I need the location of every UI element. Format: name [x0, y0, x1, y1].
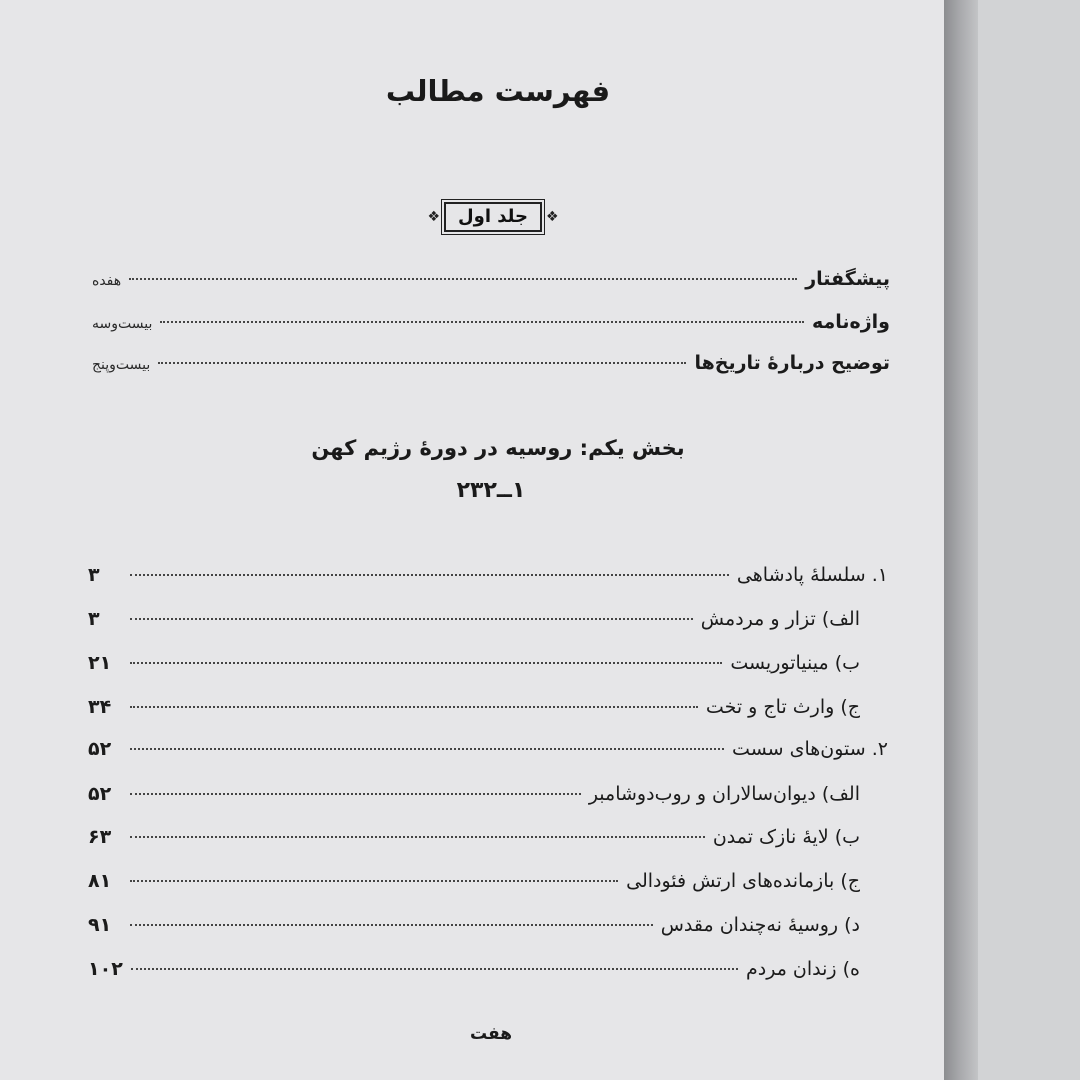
toc-label: ۲. ستون‌های سست	[732, 738, 888, 760]
front-matter-row	[92, 311, 890, 333]
dot-leader	[160, 320, 804, 323]
toc-page-number: ۲۱	[88, 652, 112, 674]
front-matter-page: هفده	[92, 273, 122, 289]
page-folio: هفت	[469, 1024, 513, 1044]
toc-page-number: ۹۱	[88, 914, 112, 936]
toc-subsection-row	[88, 696, 860, 718]
front-matter-label: پیشگفتار	[805, 268, 890, 290]
toc-page-number: ۱۰۲	[88, 958, 123, 980]
toc-label: الف) تزار و مردمش	[700, 608, 860, 630]
front-matter-page: بیست‌وپنج	[92, 357, 151, 373]
toc-page-number: ۳۴	[88, 696, 112, 718]
dot-leader	[130, 617, 693, 620]
toc-subsection-row	[88, 914, 860, 936]
front-matter-row	[92, 268, 890, 290]
section-title: بخش یکم: روسیه در دورهٔ رژیم کهن	[311, 436, 685, 460]
dot-leader	[130, 923, 653, 926]
front-matter-page: بیست‌وسه	[92, 316, 153, 332]
toc-page-number: ۵۲	[88, 783, 112, 805]
toc-label: ج) وارث تاج و تخت	[705, 696, 860, 718]
toc-label: ب) مینیاتوریست	[730, 652, 860, 674]
dot-leader	[131, 967, 738, 970]
toc-label: ه) زندان مردم	[746, 958, 860, 980]
volume-heading	[415, 200, 571, 234]
section-page-range: ۱ــ۲۳۲	[456, 478, 526, 503]
dot-leader	[130, 661, 722, 664]
dot-leader	[130, 573, 729, 576]
dot-leader	[130, 705, 698, 708]
dot-leader	[129, 277, 797, 280]
front-matter-row	[92, 352, 890, 374]
toc-chapter-row	[88, 738, 888, 760]
toc-label: ۱. سلسلهٔ پادشاهی	[736, 564, 888, 586]
ornament-diamond-icon: ❖	[427, 209, 441, 225]
toc-subsection-row	[88, 783, 860, 805]
dot-leader	[158, 361, 686, 364]
toc-subsection-row	[88, 870, 860, 892]
dot-leader	[130, 879, 618, 882]
toc-label: ج) بازمانده‌های ارتش فئودالی	[626, 870, 860, 892]
front-matter-label: واژه‌نامه	[811, 311, 890, 333]
background-page	[978, 0, 1080, 1080]
toc-chapter-row	[88, 564, 888, 586]
toc-page-number: ۶۳	[88, 826, 112, 848]
toc-label: الف) دیوان‌سالاران و روب‌دوشامبر	[588, 783, 860, 805]
ornament-diamond-icon: ❖	[545, 209, 559, 225]
volume-label: جلد اول	[444, 202, 542, 232]
page-edge-shadow	[944, 0, 978, 1080]
dot-leader	[130, 792, 581, 795]
toc-label: د) روسیهٔ نه‌چندان مقدس	[660, 914, 860, 936]
toc-page-number: ۳	[88, 564, 100, 586]
toc-label: ب) لایهٔ نازک تمدن	[712, 826, 860, 848]
toc-subsection-row	[88, 608, 860, 630]
page-title: فهرست مطالب	[385, 74, 611, 108]
dot-leader	[130, 835, 705, 838]
toc-subsection-row	[88, 958, 860, 980]
toc-subsection-row	[88, 826, 860, 848]
toc-page-number: ۳	[88, 608, 100, 630]
toc-subsection-row	[88, 652, 860, 674]
toc-page-number: ۵۲	[88, 738, 112, 760]
front-matter-label: توضیح دربارهٔ تاریخ‌ها	[694, 352, 890, 374]
dot-leader	[130, 747, 724, 750]
toc-page-number: ۸۱	[88, 870, 112, 892]
